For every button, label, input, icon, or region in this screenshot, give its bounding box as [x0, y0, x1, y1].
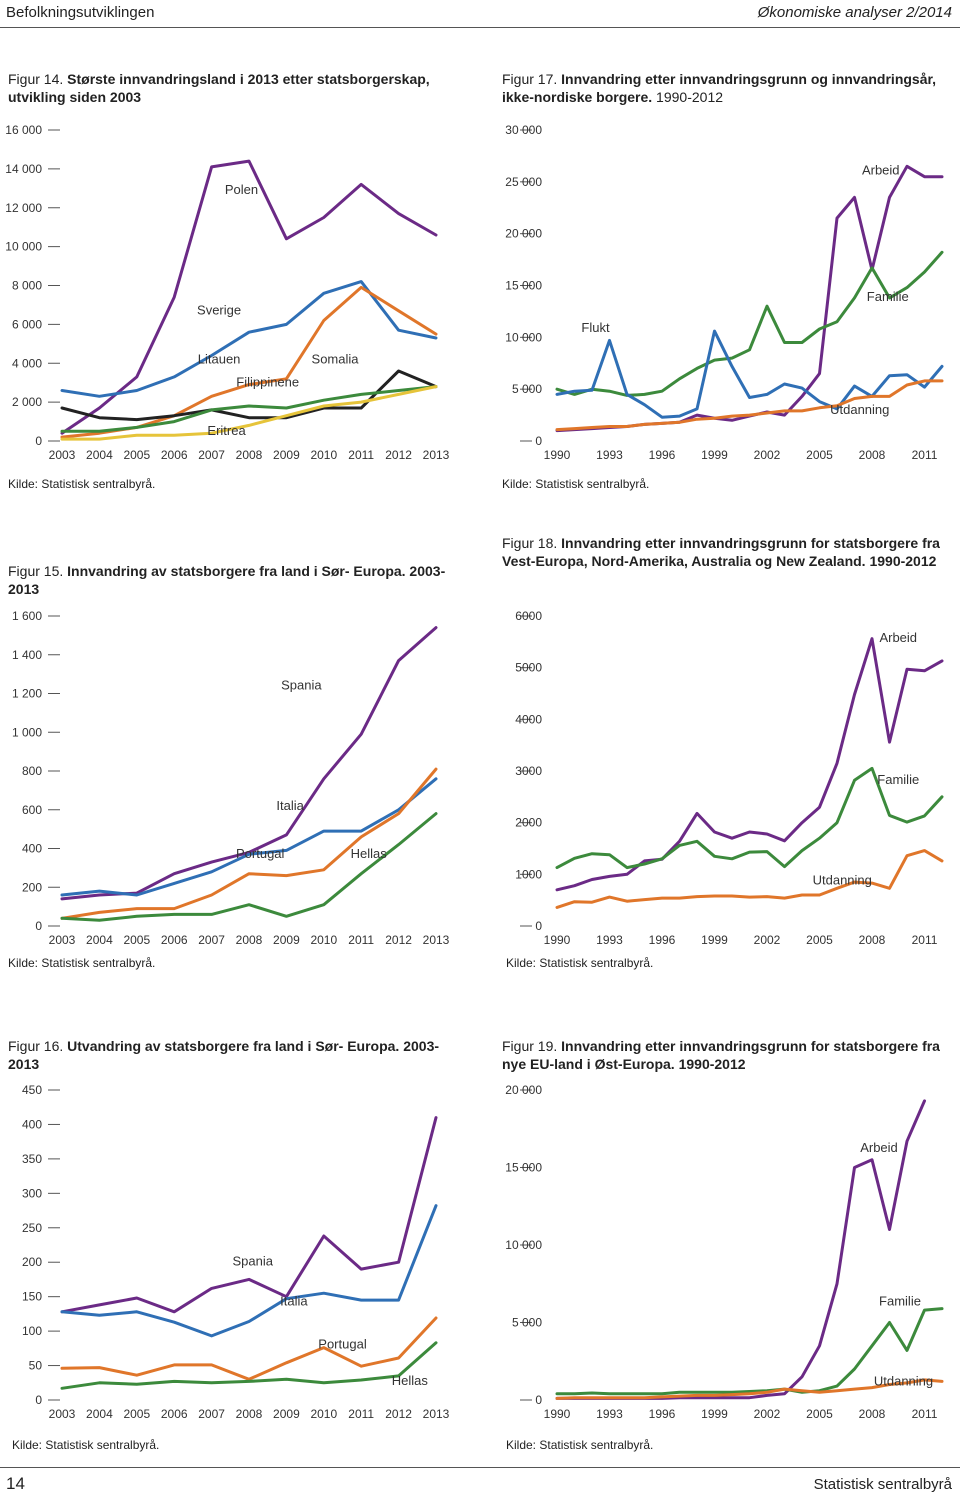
series-label: Utdanning	[873, 1373, 934, 1389]
footer-rule	[0, 1467, 960, 1468]
x-tick-label: 2005	[123, 448, 151, 462]
figure-19-chart	[480, 1080, 960, 1430]
header-rule	[0, 27, 960, 28]
y-tick-label: 10 000	[505, 330, 542, 345]
series-label: Filippinene	[236, 374, 300, 390]
header-section-title: Befolkningsutviklingen	[6, 4, 155, 21]
series-line-spania	[62, 1118, 436, 1312]
series-label: Arbeid	[879, 629, 918, 645]
series-label: Portugal	[318, 1336, 367, 1352]
series-line-portugal	[62, 1318, 436, 1379]
y-tick-label: 1000	[515, 867, 542, 882]
series-label: Portugal	[236, 846, 285, 862]
x-tick-label: 1990	[543, 1407, 571, 1421]
x-tick-label: 2012	[385, 448, 412, 462]
figure-19	[480, 1030, 960, 1460]
y-tick-label: 100	[21, 1324, 42, 1339]
series-line-portugal	[62, 769, 436, 918]
x-tick-label: 2005	[123, 1407, 151, 1421]
y-tick-label: 0	[35, 919, 42, 933]
x-tick-label: 2005	[123, 933, 151, 947]
figure-18-chart	[480, 606, 960, 956]
caption-prefix: Figur 15.	[8, 563, 68, 579]
x-tick-label: 1996	[648, 1407, 676, 1421]
y-tick-label: 10 000	[5, 239, 42, 254]
y-tick-label: 30 000	[505, 123, 542, 137]
y-tick-label: 200	[21, 880, 42, 895]
x-tick-label: 2007	[198, 448, 225, 462]
x-tick-label: 1999	[701, 1407, 728, 1421]
series-line-hellas	[62, 1343, 436, 1389]
x-tick-label: 2008	[235, 1407, 263, 1421]
figure-18-caption	[502, 534, 952, 570]
series-line-familie	[557, 252, 942, 395]
caption-prefix: Figur 19.	[502, 1038, 562, 1054]
series-label: Familie	[877, 771, 920, 787]
series-line-hellas	[62, 814, 436, 921]
x-tick-label: 1996	[648, 448, 676, 462]
caption-prefix: Figur 17.	[502, 71, 562, 87]
x-tick-label: 2009	[273, 1407, 300, 1421]
series-label: Hellas	[350, 846, 387, 862]
y-tick-label: 800	[21, 764, 42, 778]
y-tick-label: 0	[35, 434, 42, 448]
page-header	[0, 0, 960, 28]
x-tick-label: 2013	[422, 448, 450, 462]
x-tick-label: 2011	[348, 933, 375, 947]
caption-prefix: Figur 14.	[8, 71, 68, 87]
x-tick-label: 2002	[753, 933, 781, 947]
x-tick-label: 2008	[858, 448, 886, 462]
y-tick-label: 5000	[515, 660, 542, 675]
x-tick-label: 2009	[273, 933, 300, 947]
x-tick-label: 1996	[648, 933, 676, 947]
x-tick-label: 2007	[198, 1407, 225, 1421]
header-publication: Økonomiske analyser 2/2014	[757, 4, 952, 21]
x-tick-label: 2005	[806, 448, 833, 462]
y-tick-label: 1 400	[11, 647, 42, 662]
y-tick-label: 12 000	[5, 200, 42, 215]
figure-18-source: Kilde: Statistisk sentralbyrå.	[506, 956, 654, 970]
y-tick-label: 50	[28, 1358, 42, 1373]
figure-16-source: Kilde: Statistisk sentralbyrå.	[12, 1438, 160, 1452]
series-label: Polen	[224, 182, 259, 198]
y-tick-label: 1 200	[11, 686, 42, 701]
figure-19-source: Kilde: Statistisk sentralbyrå.	[506, 1438, 654, 1452]
x-tick-label: 2011	[911, 933, 938, 947]
figure-17	[480, 60, 960, 500]
series-label: Italia	[280, 1293, 308, 1309]
x-tick-label: 2006	[160, 1407, 188, 1421]
series-line-italia	[62, 779, 436, 895]
series-label: Arbeid	[860, 1140, 898, 1155]
y-tick-label: 2 000	[11, 395, 42, 410]
y-tick-label: 450	[21, 1083, 42, 1097]
y-tick-label: 400	[21, 1117, 42, 1132]
x-tick-label: 1993	[596, 1407, 623, 1421]
x-tick-label: 2010	[310, 448, 338, 462]
y-tick-label: 600	[21, 802, 42, 817]
y-tick-label: 250	[21, 1220, 42, 1235]
series-label: Familie	[866, 289, 909, 305]
x-tick-label: 2003	[48, 933, 76, 947]
caption-title: Innvandring av statsborgere fra land i Sør- Europa. 2003-2013	[8, 563, 446, 597]
figure-18	[480, 535, 960, 980]
caption-title: Innvandring etter innvandringsgrunn for statsborgere fra Vest-Europa, Nord-Amerika, Australia og New Zealand. 1990-2012	[502, 535, 940, 569]
y-tick-label: 15 000	[505, 278, 542, 293]
figure-16	[0, 1030, 480, 1460]
figure-15-chart	[0, 606, 480, 956]
x-tick-label: 2007	[198, 933, 225, 947]
footer-publisher: Statistisk sentralbyrå	[813, 1476, 952, 1493]
y-tick-label: 5 000	[511, 382, 542, 397]
y-tick-label: 5 000	[511, 1315, 542, 1330]
x-tick-label: 2002	[753, 1407, 781, 1421]
y-tick-label: 0	[535, 434, 542, 448]
series-label: Hellas	[391, 1372, 428, 1388]
caption-title: Innvandring etter innvandringsgrunn og innvandringsår, ikke-nordiske borgere.	[502, 71, 937, 105]
x-tick-label: 2005	[806, 933, 833, 947]
series-label: Spania	[281, 677, 322, 693]
series-label: Arbeid	[861, 162, 900, 178]
y-tick-label: 300	[21, 1186, 42, 1201]
x-tick-label: 2003	[48, 1407, 76, 1421]
y-tick-label: 1 000	[11, 725, 42, 740]
y-tick-label: 3000	[515, 764, 542, 778]
y-tick-label: 25 000	[505, 174, 542, 189]
x-tick-label: 1990	[543, 448, 571, 462]
series-label: Eritrea	[207, 423, 246, 439]
series-label: Italia	[276, 797, 304, 813]
x-tick-label: 2012	[385, 933, 412, 947]
figure-14-chart	[0, 120, 480, 490]
series-line-italia	[62, 1206, 436, 1336]
y-tick-label: 6 000	[11, 317, 42, 332]
x-tick-label: 2012	[385, 1407, 412, 1421]
figure-14	[0, 60, 480, 500]
x-tick-label: 2011	[911, 448, 938, 462]
y-tick-label: 350	[21, 1151, 42, 1166]
figure-17-chart	[480, 120, 960, 490]
y-tick-label: 0	[35, 1393, 42, 1407]
x-tick-label: 2011	[348, 448, 375, 462]
y-tick-label: 4000	[515, 712, 542, 727]
series-label: Litauen	[197, 351, 241, 367]
y-tick-label: 15 000	[505, 1160, 542, 1175]
x-tick-label: 2013	[422, 1407, 450, 1421]
x-tick-label: 2008	[858, 933, 886, 947]
x-tick-label: 1990	[543, 933, 571, 947]
y-tick-label: 16 000	[5, 123, 42, 137]
figure-17-caption	[502, 70, 942, 106]
x-tick-label: 2008	[858, 1407, 886, 1421]
x-tick-label: 2013	[422, 933, 450, 947]
x-tick-label: 2004	[86, 933, 113, 947]
y-tick-label: 0	[535, 919, 542, 933]
caption-title: Innvandring etter innvandringsgrunn for statsborgere fra nye EU-land i Øst-Europa. 1990-2012	[502, 1038, 940, 1072]
x-tick-label: 2002	[753, 448, 781, 462]
caption-prefix: Figur 16.	[8, 1038, 68, 1054]
x-tick-label: 1993	[596, 448, 623, 462]
figure-15-caption	[8, 562, 468, 598]
x-tick-label: 2010	[310, 933, 338, 947]
x-tick-label: 2009	[273, 448, 300, 462]
y-tick-label: 4 000	[11, 356, 42, 371]
x-tick-label: 2010	[310, 1407, 338, 1421]
x-tick-label: 1999	[701, 933, 728, 947]
x-tick-label: 2004	[86, 448, 113, 462]
series-label: Somalia	[311, 351, 359, 367]
x-tick-label: 2011	[911, 1407, 938, 1421]
page-number: 14	[6, 1474, 25, 1493]
y-tick-label: 14 000	[5, 161, 42, 176]
y-tick-label: 8 000	[11, 278, 42, 293]
y-tick-label: 0	[535, 1393, 542, 1407]
series-label: Sverige	[197, 302, 242, 318]
figure-14-caption	[8, 70, 468, 106]
series-label: Utdanning	[830, 402, 890, 418]
x-tick-label: 2011	[348, 1407, 375, 1421]
y-tick-label: 1 600	[11, 609, 42, 623]
y-tick-label: 2000	[515, 815, 542, 830]
series-label: Utdanning	[812, 872, 872, 888]
series-label: Familie	[879, 1293, 921, 1309]
figure-19-caption	[502, 1037, 952, 1073]
x-tick-label: 2006	[160, 448, 188, 462]
caption-title: Utvandring av statsborgere fra land i Sør- Europa. 2003-2013	[8, 1038, 440, 1072]
figure-14-source: Kilde: Statistisk sentralbyrå.	[8, 477, 156, 491]
y-tick-label: 200	[21, 1255, 42, 1270]
figure-17-source: Kilde: Statistisk sentralbyrå.	[502, 477, 650, 491]
caption-prefix: Figur 18.	[502, 535, 562, 551]
x-tick-label: 2008	[235, 448, 263, 462]
series-label: Flukt	[581, 320, 610, 336]
caption-suffix: 1990-2012	[652, 89, 724, 105]
figure-16-chart	[0, 1080, 480, 1430]
figure-16-caption	[8, 1037, 468, 1073]
x-tick-label: 2005	[806, 1407, 833, 1421]
x-tick-label: 1999	[701, 448, 728, 462]
y-tick-label: 20 000	[505, 226, 542, 241]
x-tick-label: 2004	[86, 1407, 113, 1421]
x-tick-label: 2008	[235, 933, 263, 947]
y-tick-label: 400	[21, 841, 42, 856]
figure-15	[0, 540, 480, 980]
y-tick-label: 6000	[515, 609, 542, 623]
y-tick-label: 150	[21, 1289, 42, 1304]
figure-15-source: Kilde: Statistisk sentralbyrå.	[8, 956, 156, 970]
series-label: Spania	[232, 1253, 273, 1269]
y-tick-label: 10 000	[505, 1238, 542, 1252]
series-line-litauen	[62, 287, 436, 437]
y-tick-label: 20 000	[505, 1083, 542, 1097]
caption-title: Største innvandringsland i 2013 etter statsborgerskap, utvikling siden 2003	[8, 71, 430, 105]
x-tick-label: 2006	[160, 933, 188, 947]
x-tick-label: 2003	[48, 448, 76, 462]
x-tick-label: 1993	[596, 933, 623, 947]
